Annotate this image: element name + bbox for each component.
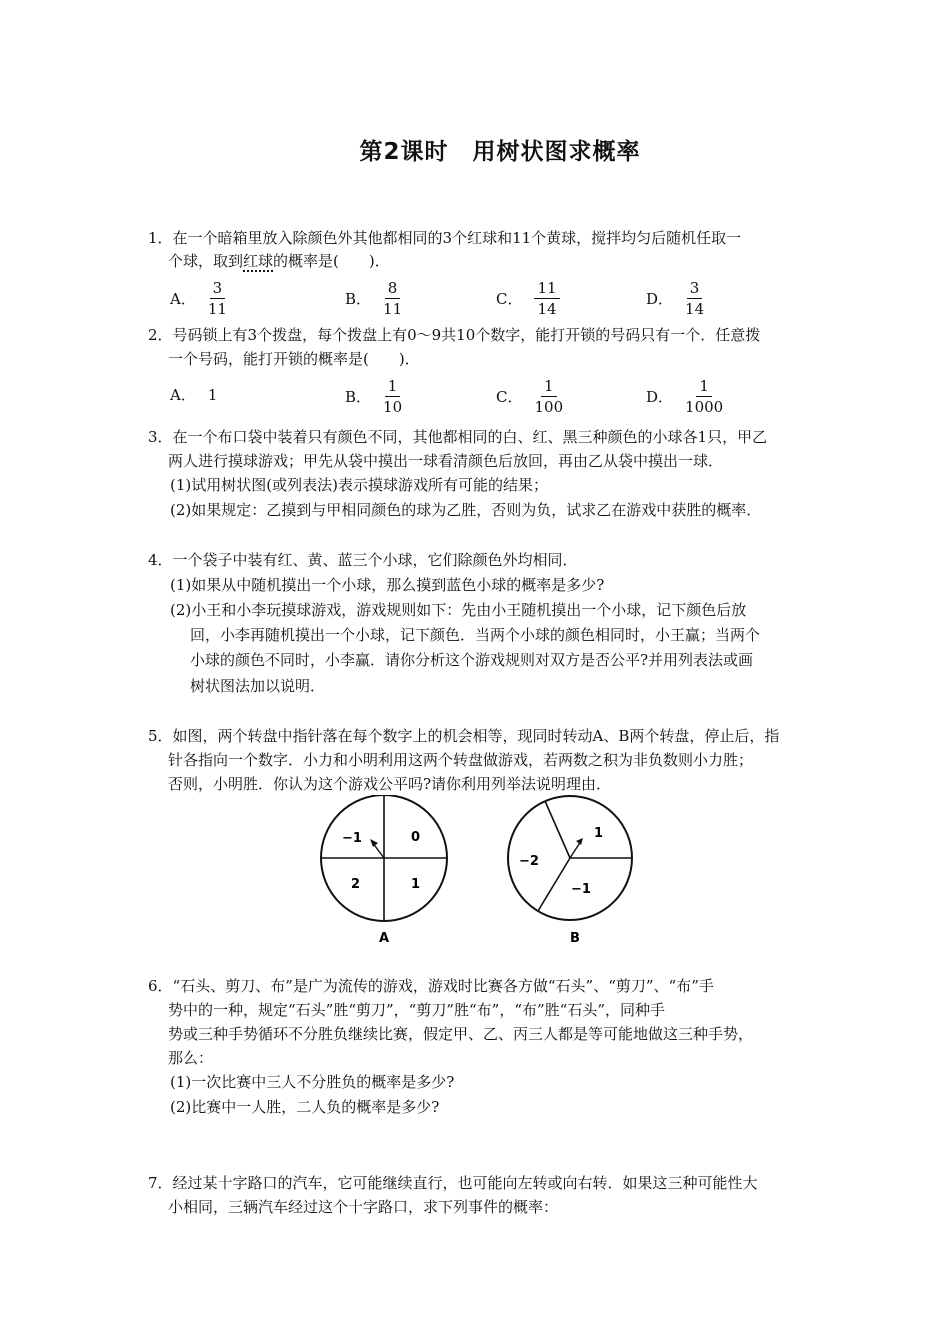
q2-option-c-fraction (534, 377, 563, 416)
q2-option-d (646, 377, 723, 416)
q1-line2-pre: 个球，取到 (168, 252, 244, 270)
q1-line2 (168, 250, 390, 272)
q6-line1: 6．“石头、剪刀、布”是广为流传的游戏，游戏时比赛各方做“石头”、“剪刀”、“布”手 (148, 977, 714, 995)
q2-option-b-den: 10 (383, 398, 403, 416)
q2-line1: 2．号码锁上有3个拨盘，每个拨盘上有0～9共10个数字，能打开锁的号码只有一个．任意拨 (148, 326, 761, 344)
q1-option-b-label: B． (345, 289, 372, 308)
spinner-a-number-1: −1 (342, 831, 362, 846)
q1-option-c-label: C． (496, 289, 523, 308)
q2-option-d-fraction (685, 377, 723, 416)
q6-line2: 势中的一种，规定“石头”胜“剪刀”，“剪刀”胜“布”，“布”胜“石头”，同种手 (168, 1001, 666, 1019)
spinner-b-number-3: −1 (571, 882, 591, 897)
spinner-b-number-1: 1 (594, 826, 604, 841)
q3-line2: 两人进行摸球游戏；甲先从袋中摸出一球看清颜色后放回，再由乙从袋中摸出一球． (168, 452, 724, 470)
q4-sub2-line4: 树状图法加以说明． (190, 677, 326, 695)
q2-option-c-label: C． (496, 387, 523, 406)
q1-option-a-num: 3 (210, 279, 226, 299)
q1-option-d-den: 14 (685, 300, 705, 318)
q2-option-b-num: 1 (385, 377, 401, 397)
q1-option-c-num: 11 (534, 279, 559, 299)
q1-emphasis-red-ball: 红球 (243, 252, 274, 270)
q1-option-c-fraction (534, 279, 559, 318)
q2-option-b (345, 377, 402, 416)
q2-line2: 一个号码，能打开锁的概率是( )． (168, 350, 420, 368)
q6-sub1: (1)一次比赛中三人不分胜负的概率是多少? (170, 1073, 455, 1091)
q2-option-c-num: 1 (541, 377, 557, 397)
page-title: 第2课时 用树状图求概率 (359, 139, 641, 165)
q2-option-a-value: 1 (207, 386, 218, 404)
q1-option-b-num: 8 (385, 279, 401, 299)
q2-option-d-num: 1 (696, 377, 712, 397)
q2-option-b-fraction (383, 377, 402, 416)
spinner-b (508, 796, 632, 946)
q3-sub1: (1)试用树状图(或列表法)表示摸球游戏所有可能的结果； (170, 476, 548, 494)
q4-line1: 4．一个袋子中装有红、黄、蓝三个小球，它们除颜色外均相同． (148, 551, 578, 569)
spinner-a (321, 795, 447, 946)
q4-sub2-line2: 回，小李再随机摸出一个小球，记下颜色．当两个小球的颜色相同时，小王赢；当两个 (190, 626, 761, 644)
q3-sub2: (2)如果规定：乙摸到与甲相同颜色的球为乙胜，否则为负，试求乙在游戏中获胜的概率． (170, 501, 762, 519)
q4-sub2-line1: (2)小王和小李玩摸球游戏，游戏规则如下：先由小王随机摸出一个小球，记下颜色后放 (170, 601, 747, 619)
q1-option-b-den: 11 (383, 300, 403, 318)
q1-option-a-label: A． (170, 289, 196, 308)
q1-option-d-fraction (685, 279, 704, 318)
q1-option-d-num: 3 (687, 279, 703, 299)
q2-option-d-den: 1000 (685, 398, 724, 416)
q1-option-a (170, 279, 227, 318)
spinner-a-number-2: 0 (411, 830, 421, 845)
q5-line3: 否则，小明胜．你认为这个游戏公平吗?请你利用列举法说明理由． (168, 775, 612, 793)
q1-line1: 1．在一个暗箱里放入除颜色外其他都相同的3个红球和11个黄球，搅拌均匀后随机任取一 (148, 229, 742, 247)
q1-option-c-den: 14 (537, 300, 557, 318)
q4-sub1: (1)如果从中随机摸出一个小球，那么摸到蓝色小球的概率是多少? (170, 576, 605, 594)
spinner-b-number-2: −2 (519, 854, 539, 869)
spinner-a-number-4: 1 (411, 877, 421, 892)
q1-option-a-den: 11 (207, 300, 227, 318)
q5-spinners-figure (300, 795, 640, 955)
q1-option-a-fraction (208, 279, 227, 318)
q1-option-b-fraction (383, 279, 402, 318)
q3-line1: 3．在一个布口袋中装着只有颜色不同，其他都相同的白、红、黑三种颜色的小球各1只，甲乙 (148, 428, 768, 446)
q1-option-d (646, 279, 704, 318)
spinner-a-pointer-arrowhead (370, 839, 378, 847)
q5-line1: 5．如图，两个转盘中指针落在每个数字上的机会相等，现同时转动A、B两个转盘，停止后，指 (148, 727, 780, 745)
q1-line2-post: 的概率是( )． (273, 252, 390, 270)
q6-line4: 那么： (168, 1049, 214, 1067)
q2-option-c (496, 377, 563, 416)
q2-option-d-label: D． (646, 387, 674, 406)
q7-line1: 7．经过某十字路口的汽车，它可能继续直行，也可能向左转或向右转．如果这三种可能性大 (148, 1174, 758, 1192)
q7-line2: 小相同，三辆汽车经过这个十字路口，求下列事件的概率： (168, 1198, 559, 1216)
q2-option-a-label: A． (170, 386, 196, 404)
q1-option-d-label: D． (646, 289, 674, 308)
q6-sub2: (2)比赛中一人胜，二人负的概率是多少? (170, 1098, 440, 1116)
spinner-a-caption: A (379, 931, 390, 946)
q2-option-c-den: 100 (534, 398, 564, 416)
q1-option-b (345, 279, 402, 318)
spinner-b-divider-1 (545, 801, 570, 858)
q2-option-b-label: B． (345, 387, 372, 406)
q6-line3: 势或三种手势循环不分胜负继续比赛，假定甲、乙、丙三人都是等可能地做这三种手势， (168, 1025, 754, 1043)
q1-option-c (496, 279, 560, 318)
q5-line2: 针各指向一个数字．小力和小明利用这两个转盘做游戏，若两数之积为非负数则小力胜； (168, 751, 754, 769)
spinner-a-number-3: 2 (351, 877, 361, 892)
spinner-b-caption: B (570, 931, 580, 946)
spinner-b-divider-3 (538, 858, 570, 911)
q4-sub2-line3: 小球的颜色不同时，小李赢．请你分析这个游戏规则对双方是否公平?并用列表法或画 (190, 651, 754, 669)
q2-option-a (170, 386, 217, 404)
